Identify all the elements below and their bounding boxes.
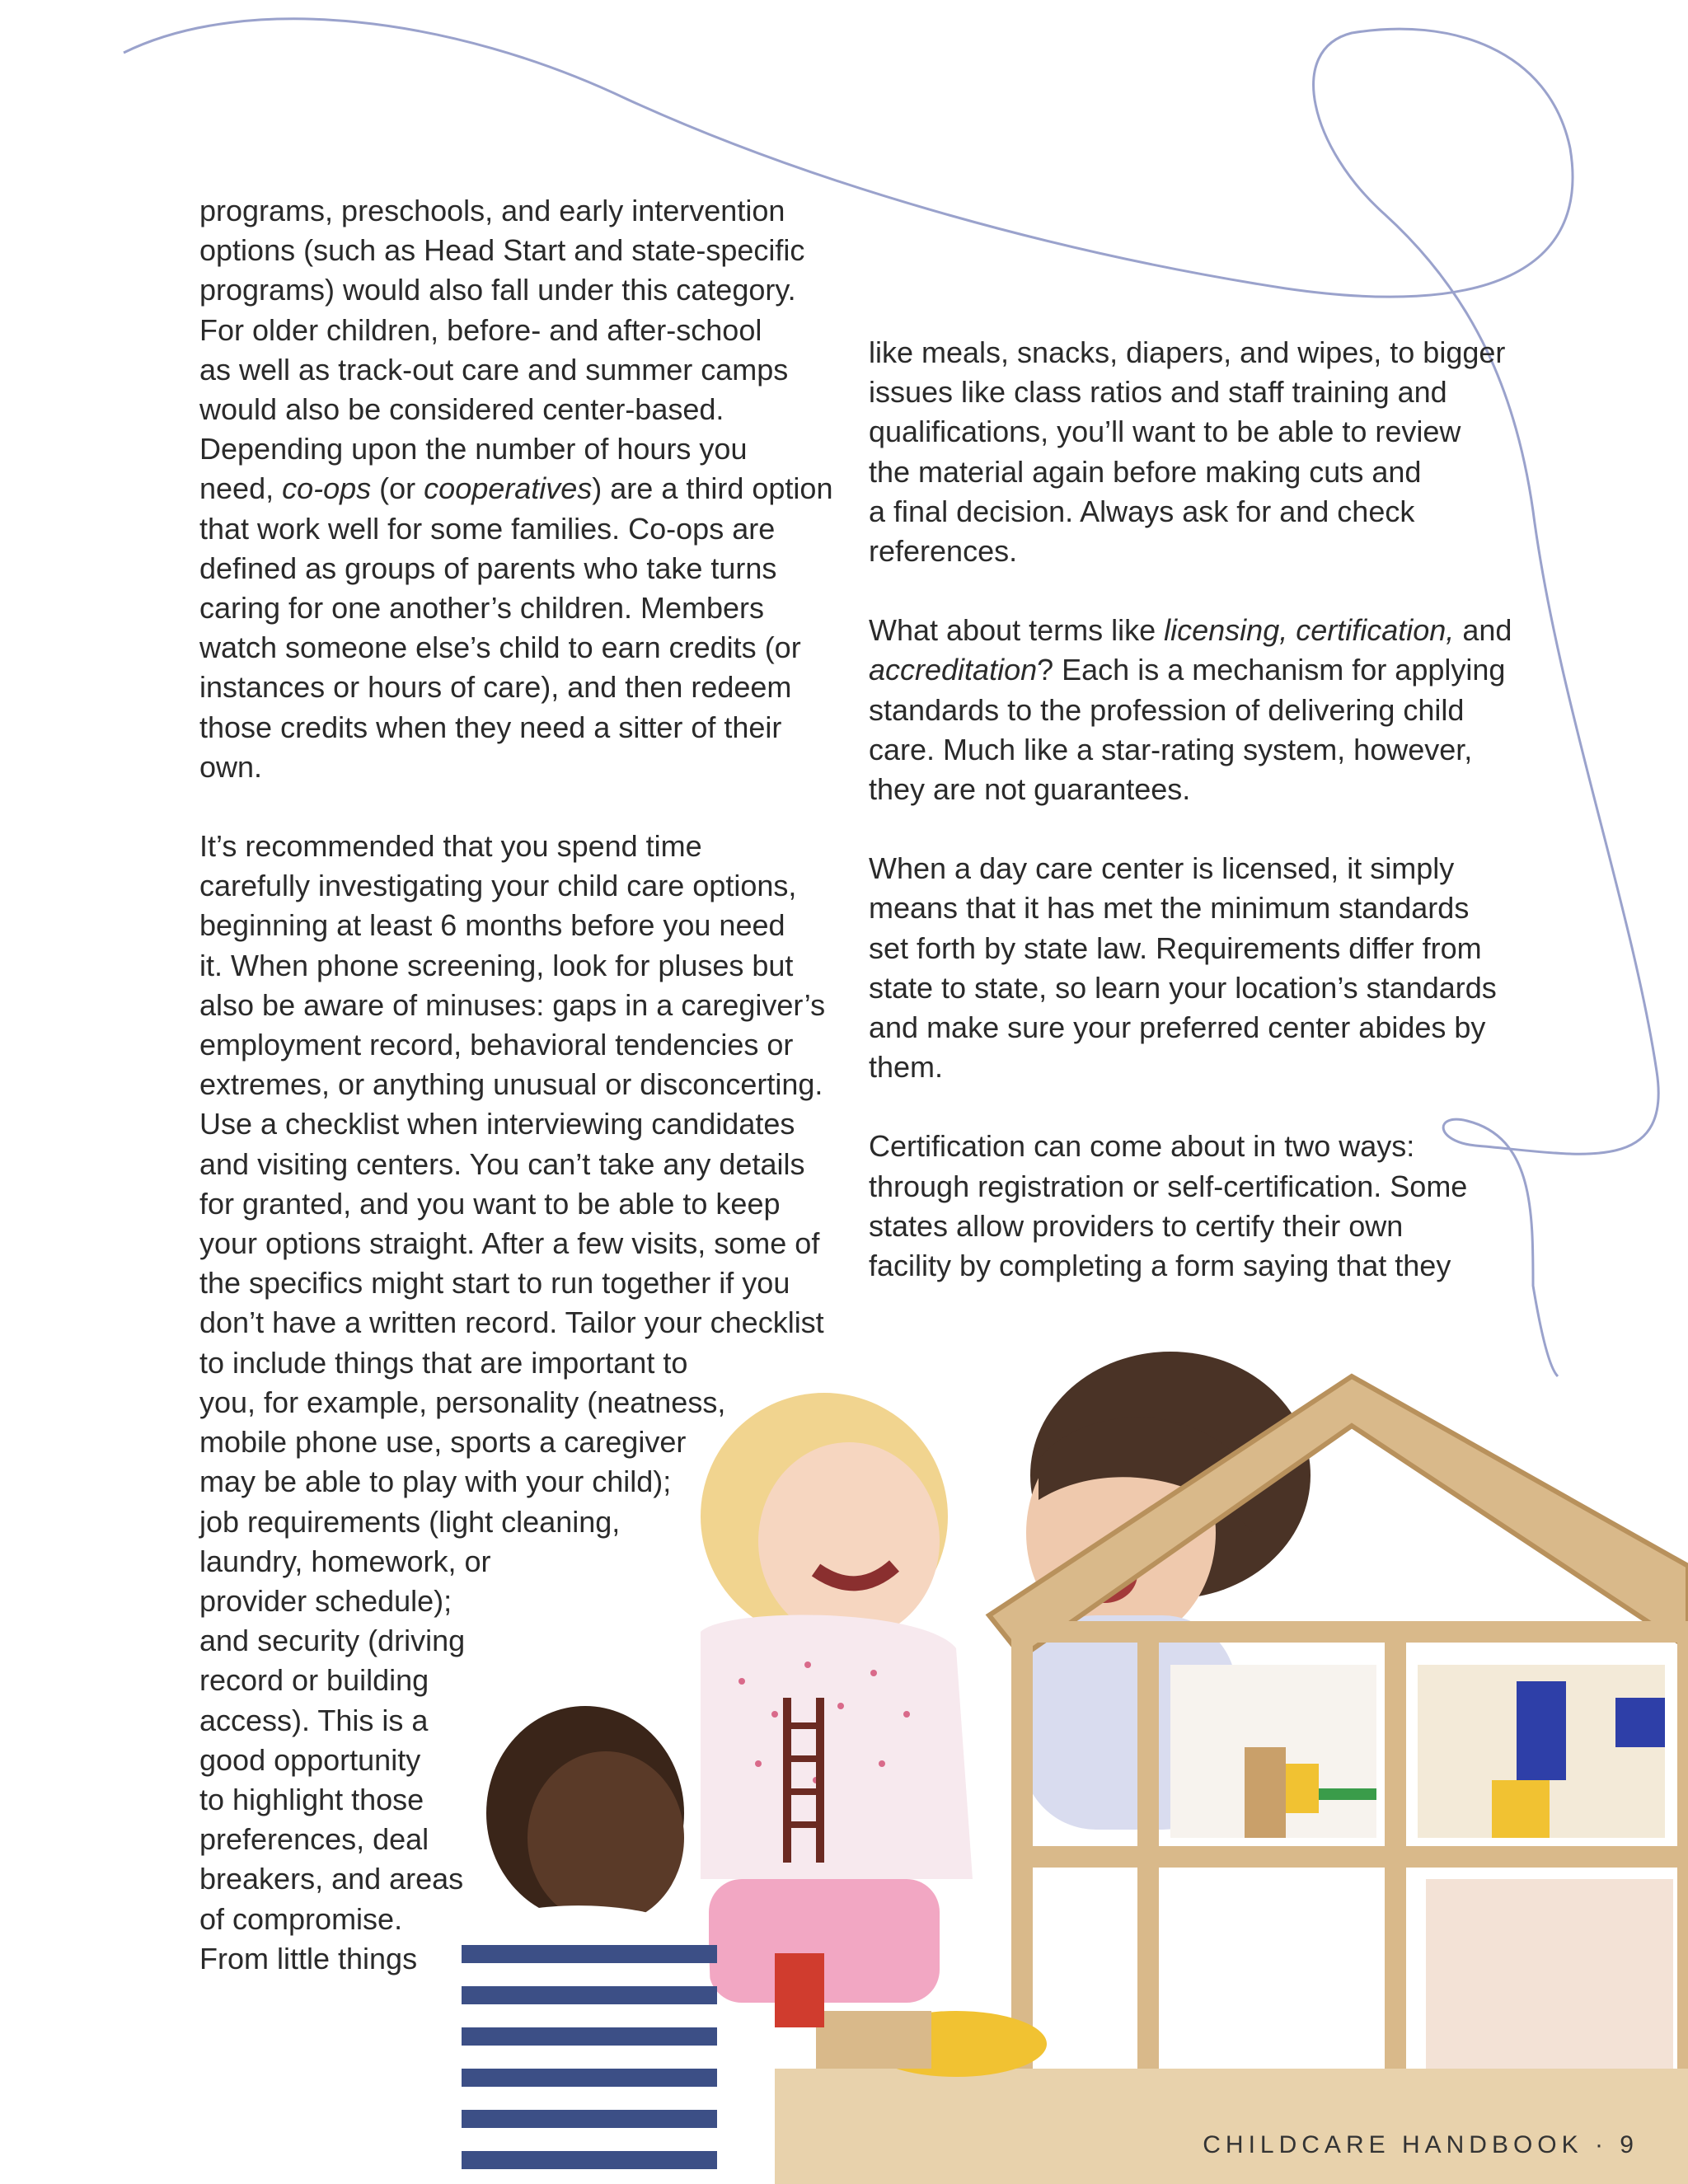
- text-line: good opportunity: [199, 1742, 421, 1777]
- page-footer: CHILDCARE HANDBOOK · 9: [1203, 2131, 1639, 2158]
- italic-terms: licensing, certification,: [1164, 613, 1455, 648]
- text-line: through registration or self-certification. Some: [869, 1169, 1468, 1203]
- paragraph-gap: [869, 809, 1512, 849]
- text-line: as well as track-out care and summer camps: [199, 352, 789, 387]
- text-line: and visiting centers. You can’t take any details: [199, 1146, 805, 1181]
- text-line: states allow providers to certify their own: [869, 1208, 1404, 1243]
- text-line: set forth by state law. Requirements differ from: [869, 930, 1482, 965]
- text-line: beginning at least 6 months before you need: [199, 908, 785, 943]
- text-line: job requirements (light cleaning,: [199, 1504, 621, 1539]
- text-line: It’s recommended that you spend time: [199, 829, 702, 864]
- text-line: Depending upon the number of hours you: [199, 432, 748, 466]
- text-line: and make sure your preferred center abides by: [869, 1010, 1486, 1045]
- text-line: mobile phone use, sports a caregiver: [199, 1425, 687, 1460]
- text-line: your options straight. After a few visits, some of: [199, 1226, 820, 1261]
- text-line: own.: [199, 749, 263, 784]
- text-line: facility by completing a form saying that they: [869, 1249, 1451, 1283]
- text-line: state to state, so learn your location’s standards: [869, 970, 1497, 1005]
- text-line: they are not guarantees.: [869, 772, 1191, 807]
- text-line: qualifications, you’ll want to be able to review: [869, 415, 1461, 449]
- text-line: programs) would also fall under this category.: [199, 273, 796, 307]
- text-line: breakers, and areas: [199, 1862, 464, 1896]
- text-line: those credits when they need a sitter of their: [199, 710, 782, 744]
- text-line: means that it has met the minimum standards: [869, 891, 1470, 926]
- text-line: it. When phone screening, look for pluses but: [199, 948, 794, 982]
- text-line: options (such as Head Start and state-specific: [199, 233, 805, 268]
- text-line: instances or hours of care), and then redeem: [199, 670, 792, 705]
- text-line-terms: [869, 611, 1512, 650]
- text-line: Use a checklist when interviewing candidates: [199, 1107, 795, 1141]
- text-line: caring for one another’s children. Members: [199, 591, 765, 626]
- text-run: ? Each is a mechanism for applying: [1037, 653, 1506, 687]
- text-line: of compromise.: [199, 1901, 403, 1936]
- text-line: employment record, behavioral tendencies or: [199, 1028, 794, 1062]
- italic-term-accreditation: accreditation: [869, 653, 1038, 687]
- text-run: need,: [199, 471, 283, 506]
- text-line: record or building: [199, 1663, 429, 1698]
- text-line: From little things: [199, 1941, 418, 1975]
- text-run: ) are a third option: [592, 471, 833, 506]
- text-line: care. Much like a star-rating system, however,: [869, 732, 1473, 766]
- text-line: programs, preschools, and early intervention: [199, 194, 785, 227]
- text-line: the material again before making cuts and: [869, 454, 1422, 489]
- italic-term-coops: co-ops: [282, 471, 372, 506]
- text-line: to include things that are important to: [199, 1345, 688, 1380]
- text-line: and security (driving: [199, 1624, 466, 1658]
- text-line: to highlight those: [199, 1782, 424, 1816]
- text-line: you, for example, personality (neatness,: [199, 1385, 726, 1419]
- right-column-text: [869, 333, 1512, 1286]
- text-line: like meals, snacks, diapers, and wipes, to bigger: [869, 335, 1506, 369]
- photo-children-with-dollhouse: [462, 1352, 1688, 2184]
- text-line: For older children, before- and after-school: [199, 312, 762, 347]
- text-line: watch someone else’s child to earn credits (or: [199, 630, 801, 665]
- text-line: also be aware of minuses: gaps in a caregiver’s: [199, 987, 826, 1022]
- text-line: preferences, deal: [199, 1822, 429, 1857]
- italic-term-cooperatives: cooperatives: [424, 471, 593, 506]
- text-line: Certification can come about in two ways:: [869, 1129, 1415, 1164]
- text-line: would also be considered center-based.: [199, 392, 724, 427]
- text-line: access). This is a: [199, 1703, 429, 1737]
- text-line: standards to the profession of delivering child: [869, 692, 1465, 727]
- text-line-coops: [199, 469, 833, 509]
- text-line-accreditation: [869, 650, 1512, 690]
- text-line: laundry, homework, or: [199, 1544, 491, 1578]
- text-line: defined as groups of parents who take turns: [199, 551, 777, 585]
- text-run: (or: [371, 471, 424, 506]
- paragraph-gap: [199, 787, 826, 827]
- girl-figure: [701, 1393, 973, 2003]
- paragraph-gap: [869, 571, 1512, 611]
- text-run: and: [1454, 613, 1512, 648]
- text-line: references.: [869, 534, 1018, 569]
- text-line: that work well for some families. Co-ops are: [199, 511, 776, 546]
- text-line: the specifics might start to run together if you: [199, 1266, 790, 1301]
- text-run: What about terms like: [869, 613, 1165, 648]
- text-line: carefully investigating your child care options,: [199, 869, 797, 903]
- text-line: provider schedule);: [199, 1583, 452, 1618]
- paragraph-gap: [869, 1087, 1512, 1127]
- text-line: extremes, or anything unusual or disconcerting.: [199, 1067, 823, 1102]
- text-line: may be able to play with your child);: [199, 1465, 672, 1499]
- text-line: them.: [869, 1050, 944, 1085]
- text-line: for granted, and you want to be able to keep: [199, 1186, 781, 1221]
- text-line: issues like class ratios and staff training and: [869, 375, 1447, 410]
- text-line: don’t have a written record. Tailor your checklist: [199, 1305, 824, 1340]
- text-line: a final decision. Always ask for and check: [869, 494, 1415, 528]
- text-line: When a day care center is licensed, it simply: [869, 851, 1455, 886]
